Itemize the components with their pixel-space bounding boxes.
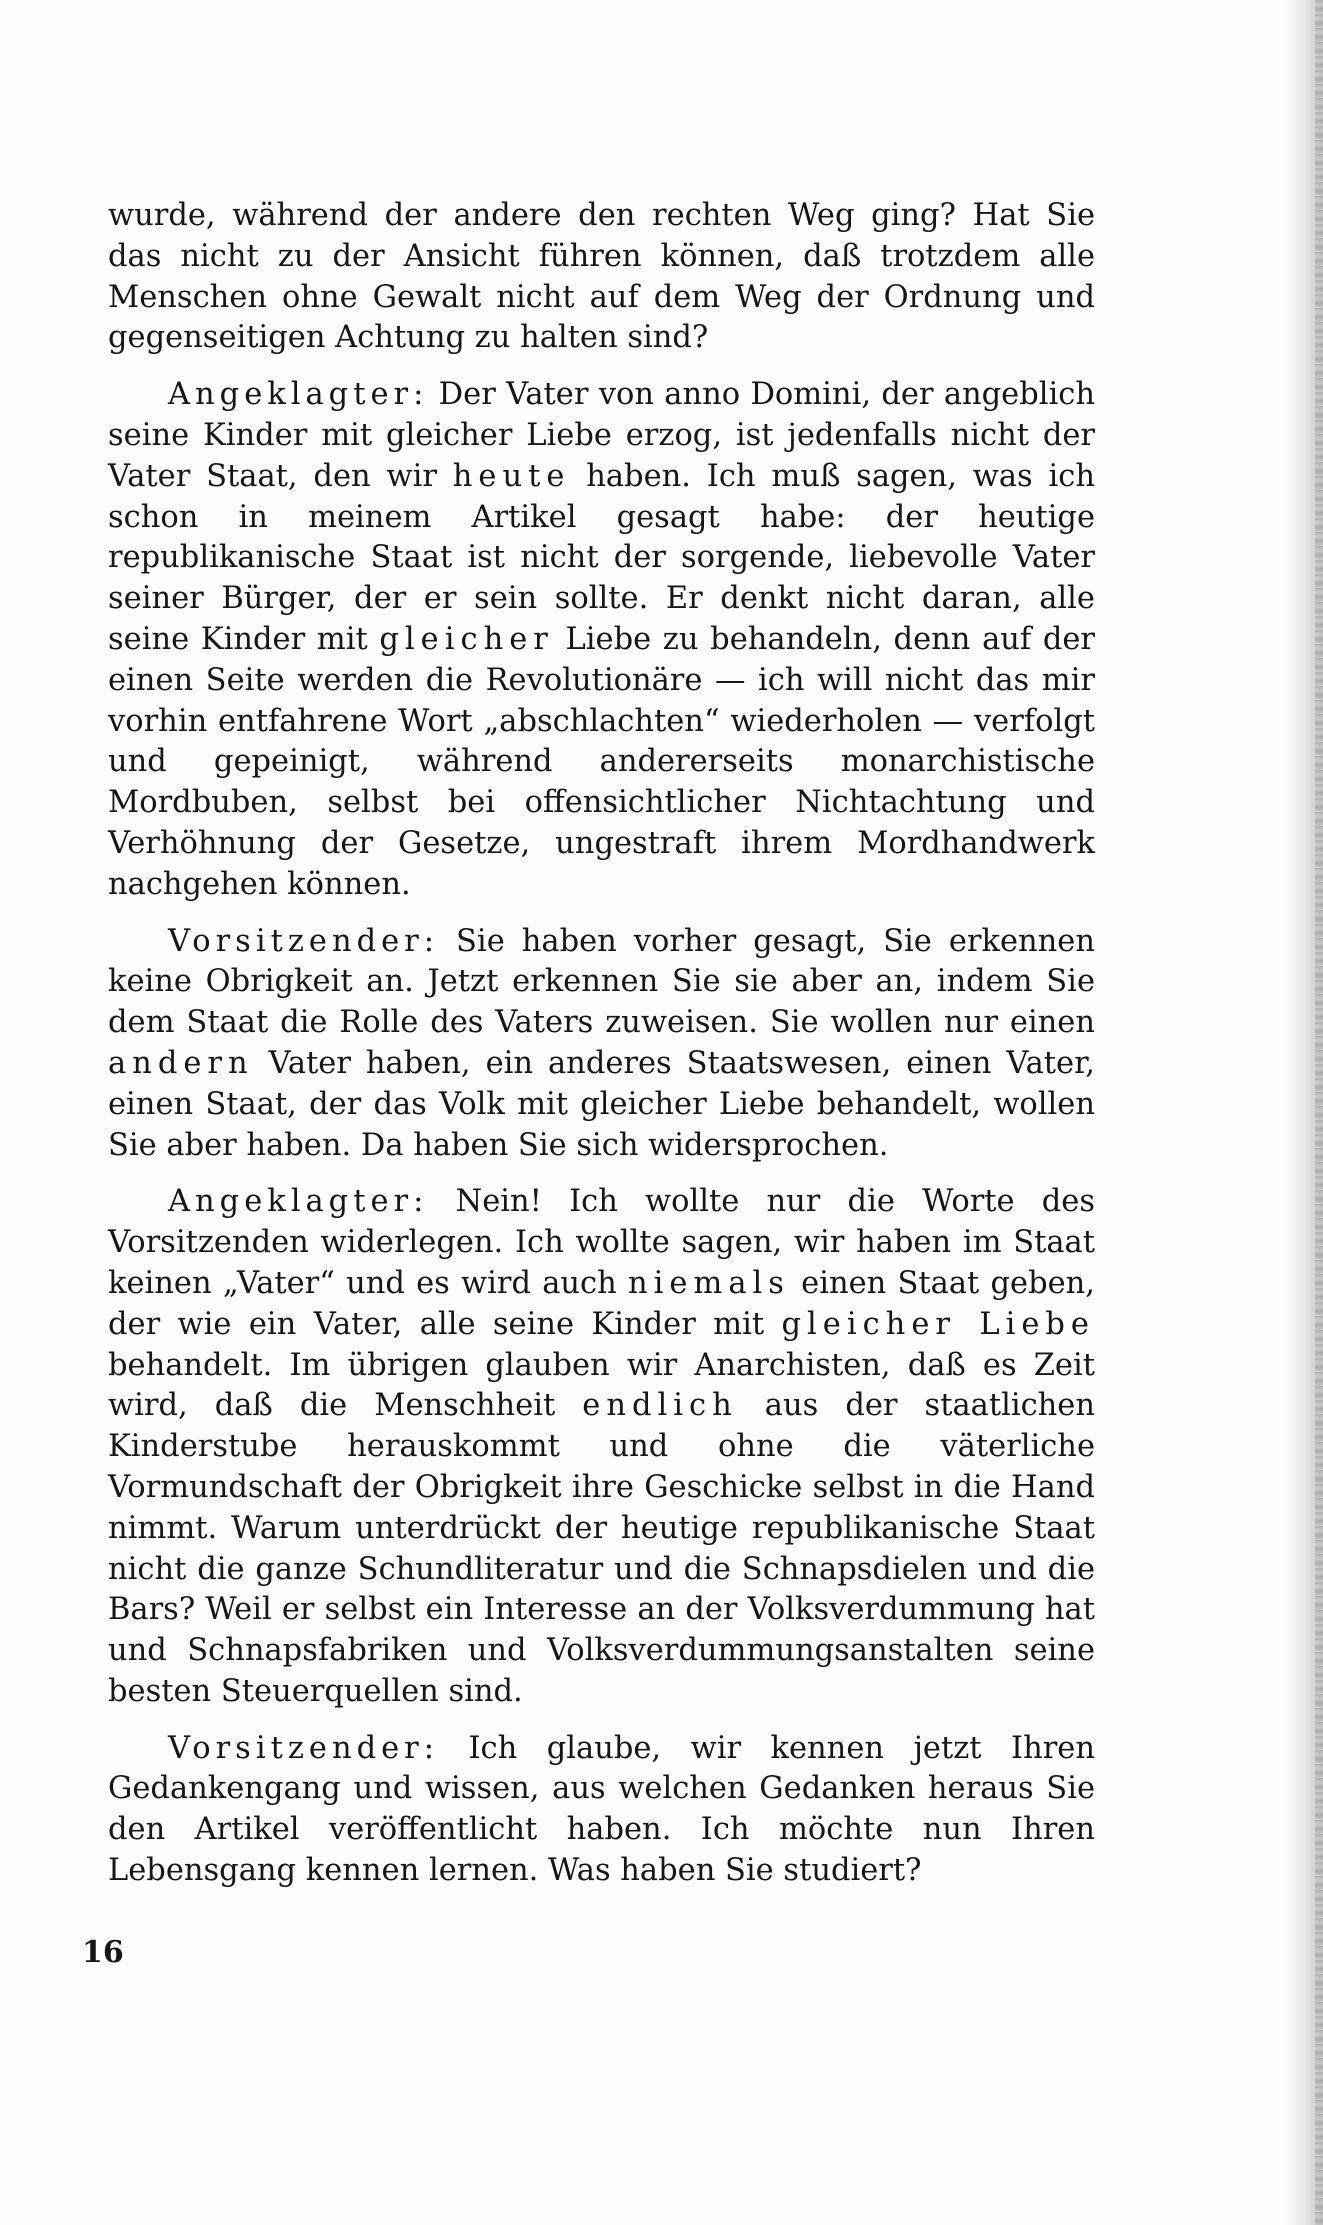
paragraph [108, 1729, 1095, 1892]
emphasized-text: niemals [627, 1265, 790, 1301]
page-edge-texture [1315, 0, 1323, 2225]
paragraph-text: Liebe zu behandeln, denn auf der einen Seite werden die Revolutionäre — ich will nicht das mir vorhin entfahrene Wort „abschlachten“ wiederholen — verfolgt und gepeinigt, während andererseits monarchistische Mordbuben, selbst bei offensichtlicher Nichtachtung und Verhöhnung der Gesetze, ungestraft ihrem Mordhandwerk nachgehen können. [108, 621, 1095, 902]
speaker-label: Vorsitzender: [168, 923, 440, 959]
page-number: 16 [82, 1935, 124, 1970]
paragraph [108, 196, 1095, 359]
paragraph [108, 922, 1095, 1167]
speaker-label: Angeklagter: [168, 377, 429, 413]
paragraph-text: Vater haben, ein anderes Staatswesen, einen Vater, einen Staat, der das Volk mit gleicher Liebe behandelt, wollen Sie aber haben. Da haben Sie sich widersprochen. [108, 1045, 1095, 1163]
emphasized-text: heute [452, 458, 571, 494]
paragraph-text: Ich glaube, wir kennen jetzt Ihren Gedankengang und wissen, aus welchen Gedanken heraus Sie den Artikel veröffentlicht haben. Ich möchte nun Ihren Lebensgang kennen lernen. Was haben Sie studiert? [108, 1730, 1095, 1889]
paragraph-text: Nein! Ich wollte nur die Worte des Vorsitzenden widerlegen. Ich wollte sagen, wir haben im Staat keinen „Vater“ und es wird auch [108, 1184, 1095, 1301]
body-text [108, 196, 1095, 1908]
paragraph-text: einen Staat geben, der wie ein Vater, alle seine Kinder mit [108, 1265, 1095, 1342]
paragraph [108, 1182, 1095, 1712]
paragraph-text: haben. Ich muß sagen, was ich schon in meinem Artikel gesagt habe: der heutige republikanische Staat ist nicht der sorgende, liebevolle Vater seiner Bürger, der er sein sollte. Er denkt nicht daran, alle seine Kinder mit [108, 458, 1095, 657]
emphasized-text: andern [108, 1045, 254, 1081]
paragraph-text: behandelt. Im übrigen glauben wir Anarchisten, daß es Zeit wird, daß die Menschheit [108, 1347, 1095, 1424]
paragraph-text: wurde, während der andere den rechten Weg ging? Hat Sie das nicht zu der Ansicht führen können, daß trotzdem alle Menschen ohne Gewalt nicht auf dem Weg der Ordnung und gegenseitigen Achtung zu halten sind? [108, 198, 1095, 356]
emphasized-text: gleicher Liebe [781, 1306, 1095, 1342]
paragraph-text: Sie haben vorher gesagt, Sie erkennen keine Obrigkeit an. Jetzt erkennen Sie sie aber an, indem Sie dem Staat die Rolle des Vaters zuweisen. Sie wollen nur einen [108, 923, 1095, 1041]
paragraph [108, 375, 1095, 905]
emphasized-text: endlich [582, 1388, 738, 1424]
paragraph-text: aus der staatlichen Kinderstube herauskommt und ohne die väterliche Vormundschaft der Obrigkeit ihre Geschicke selbst in die Hand nimmt. Warum unterdrückt der heutige republikanische Staat nicht die ganze Schundliteratur und die Schnapsdielen und die Bars? Weil er selbst ein Interesse an der Volksverdummung hat und Schnapsfabriken und Volksverdummungsanstalten seine besten Steuerquellen sind. [108, 1388, 1096, 1709]
speaker-label: Angeklagter: [168, 1184, 429, 1220]
emphasized-text: gleicher [379, 621, 554, 657]
speaker-label: Vorsitzender: [168, 1730, 440, 1766]
paragraph-text: Der Vater von anno Domini, der angeblich seine Kinder mit gleicher Liebe erzog, ist jedenfalls nicht der Vater Staat, den wir [108, 377, 1095, 494]
